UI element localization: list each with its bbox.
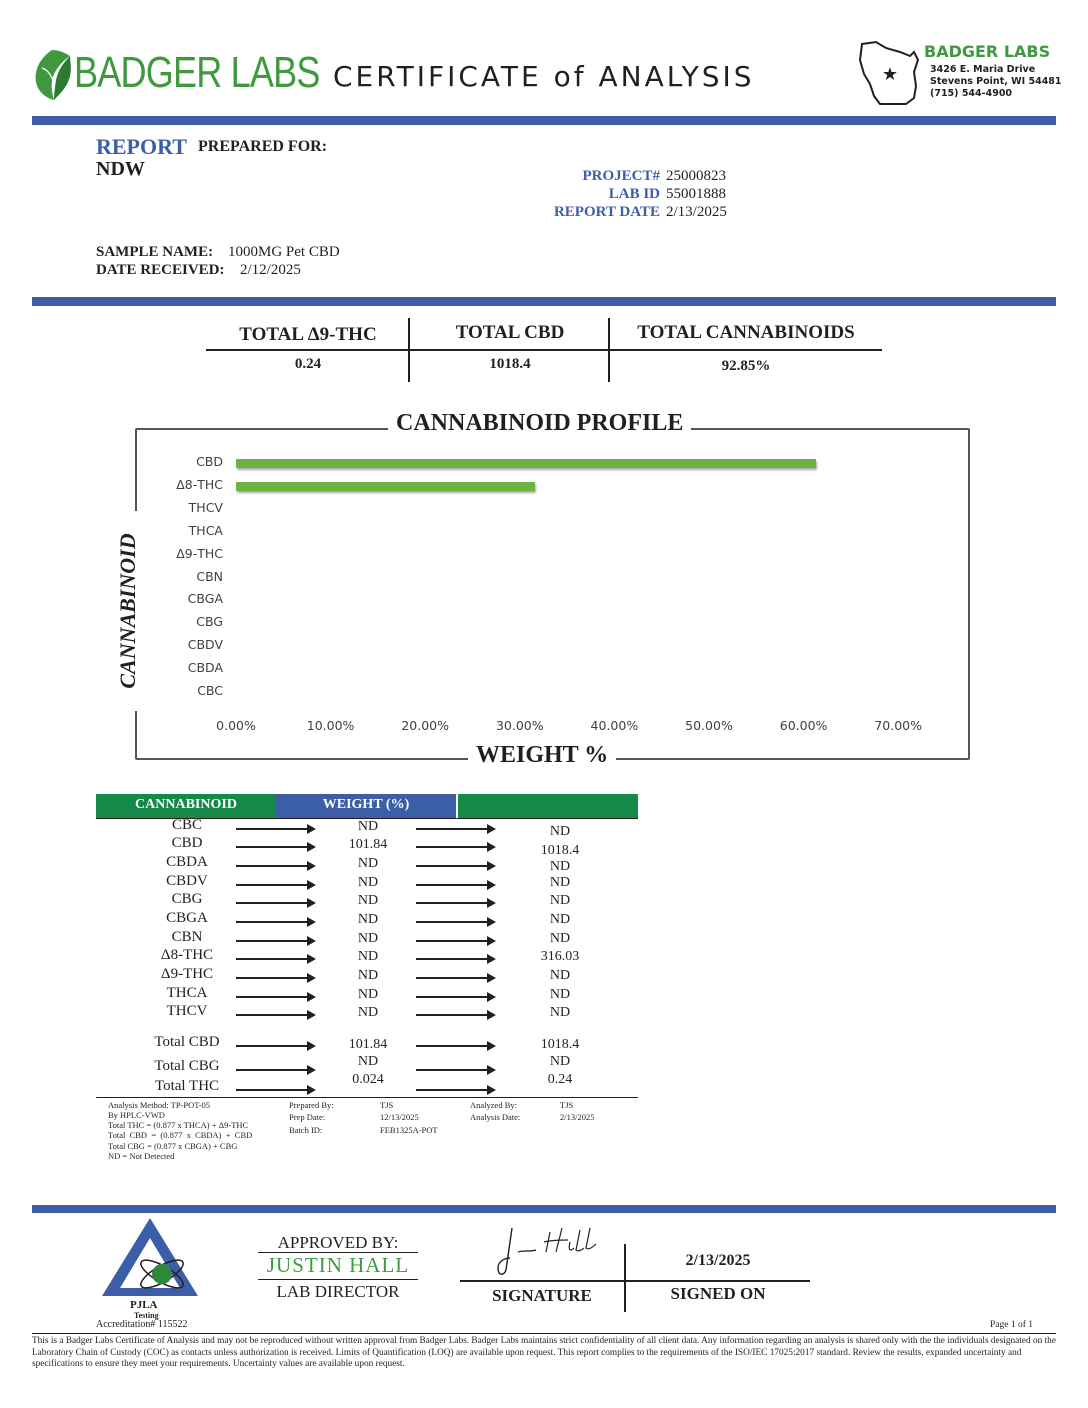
result-mg-value: ND (549, 987, 571, 1002)
project-number: 25000823 (666, 168, 726, 184)
result-arrow (416, 846, 494, 848)
chart-x-tick-label: 40.00% (590, 718, 639, 733)
chart-y-axis-title: CANNABINOID (115, 511, 141, 711)
result-cannabinoid-name: CBG (171, 891, 203, 907)
chart-x-tick-label: 10.00% (306, 718, 355, 733)
result-arrow (236, 921, 314, 923)
result-mg-value: ND (549, 875, 571, 890)
nd-note: ND = Not Detected (108, 1151, 175, 1161)
prepared-by-label: Prepared By: (289, 1100, 334, 1110)
section-divider (32, 297, 1056, 306)
col-header-cannabinoid: CANNABINOID (96, 794, 276, 818)
result-mg-value: ND (549, 1054, 571, 1069)
result-cannabinoid-name: CBD (171, 835, 203, 851)
result-mg-value: 316.03 (540, 949, 580, 964)
result-weight-value: ND (357, 912, 379, 927)
prepared-by: TJS (380, 1100, 394, 1110)
chart-x-axis-title: WEIGHT % (468, 742, 616, 769)
result-cannabinoid-name: CBDA (166, 854, 208, 870)
signed-date: 2/13/2025 (685, 1252, 751, 1269)
approved-by-label: APPROVED BY: (277, 1233, 399, 1252)
address-line-1: 3426 E. Maria Drive (930, 64, 1036, 75)
result-arrow (236, 884, 314, 886)
chart-frame (135, 428, 970, 760)
batch-id: FEB1325A-POT (380, 1125, 438, 1135)
lab-name: BADGER LABS (924, 42, 1051, 61)
result-arrow (416, 828, 494, 830)
result-mg-value: ND (549, 824, 571, 839)
analysis-date-label: Analysis Date: (470, 1112, 521, 1122)
chart-category-label: Δ9-THC (176, 545, 223, 561)
result-arrow (416, 1089, 494, 1091)
result-arrow (416, 1069, 494, 1071)
result-arrow (416, 977, 494, 979)
signature-rule (460, 1280, 810, 1282)
report-date: 2/13/2025 (666, 204, 727, 220)
result-cannabinoid-name: THCV (166, 1003, 208, 1019)
cbd-formula: Total CBD = (0.877 x CBDA) + CBD (108, 1130, 253, 1140)
approver-rule-2 (258, 1279, 418, 1280)
chart-category-label: CBDA (187, 660, 223, 676)
result-mg-value: ND (549, 1005, 571, 1020)
date-received: 2/12/2025 (240, 262, 301, 278)
result-mg-value: ND (549, 912, 571, 927)
badger-leaf-logo-icon (30, 48, 74, 102)
chart-category-label: CBGA (187, 591, 223, 607)
total-cbd-header: TOTAL CBD (455, 322, 565, 343)
result-arrow (236, 902, 314, 904)
result-cannabinoid-name: Total CBD (154, 1034, 220, 1050)
result-arrow (236, 828, 314, 830)
result-cannabinoid-name: THCA (166, 985, 208, 1001)
prepared-for-label: PREPARED FOR: (198, 138, 328, 155)
result-weight-value: ND (357, 893, 379, 908)
col-header-mg (458, 794, 638, 818)
result-arrow (416, 958, 494, 960)
chart-category-label: THCV (188, 499, 223, 515)
approver-title: LAB DIRECTOR (276, 1282, 400, 1301)
analysis-instrument: By HPLC-VWD (108, 1110, 165, 1120)
svg-text:★: ★ (881, 64, 899, 85)
result-weight-value: ND (357, 987, 379, 1002)
result-cannabinoid-name: Total CBG (154, 1058, 220, 1074)
result-arrow (416, 921, 494, 923)
result-arrow (236, 958, 314, 960)
chart-x-tick-label: 60.00% (779, 718, 828, 733)
pjla-accreditation-logo-icon (98, 1216, 202, 1300)
result-cannabinoid-name: CBN (171, 929, 203, 945)
total-d9thc-value: 0.24 (294, 356, 322, 372)
result-mg-value: ND (549, 893, 571, 908)
result-weight-value: ND (357, 856, 379, 871)
result-arrow (416, 940, 494, 942)
total-cbd-value: 1018.4 (489, 356, 531, 372)
cbg-formula: Total CBG = (0.877 x CBGA) + CBG (108, 1141, 238, 1151)
chart-category-label: CBN (196, 568, 223, 584)
brand-logo-text: BADGER LABS (74, 48, 320, 97)
chart-bar (236, 459, 816, 468)
analyzed-by: TJS (560, 1100, 574, 1110)
date-received-label: DATE RECEIVED: (96, 262, 225, 278)
result-cannabinoid-name: Total THC (154, 1078, 220, 1094)
lab-id: 55001888 (666, 186, 726, 202)
result-cannabinoid-name: CBGA (166, 910, 208, 926)
thc-formula: Total THC = (0.877 x THCA) + Δ9-THC (108, 1120, 249, 1130)
client-name: NDW (96, 158, 145, 180)
testing-label: Testing (134, 1311, 159, 1320)
result-cannabinoid-name: CBC (171, 817, 202, 833)
result-mg-value: 0.24 (547, 1072, 573, 1087)
analysis-date: 2/13/2025 (560, 1112, 595, 1122)
chart-x-tick-label: 50.00% (685, 718, 733, 733)
prep-date-label: Prep Date: (289, 1112, 326, 1122)
result-cannabinoid-name: CBDV (166, 873, 208, 889)
lab-id-label: LAB ID (608, 186, 660, 202)
result-arrow (236, 977, 314, 979)
totals-table (206, 318, 882, 382)
chart-x-tick-label: 20.00% (401, 718, 450, 733)
lab-phone: (715) 544-4900 (930, 88, 1013, 99)
document-title: CERTIFICATE of ANALYSIS (333, 60, 755, 93)
disclaimer-rule (32, 1333, 1056, 1334)
chart-bar (236, 482, 535, 491)
chart-title: CANNABINOID PROFILE (388, 410, 691, 437)
sample-name: 1000MG Pet CBD (228, 244, 340, 260)
result-weight-value: 0.024 (352, 1072, 384, 1087)
result-mg-value: ND (549, 968, 571, 983)
analyzed-by-label: Analyzed By: (470, 1100, 517, 1110)
result-cannabinoid-name: Δ9-THC (160, 966, 214, 982)
chart-category-label: Δ8-THC (176, 476, 223, 492)
project-label: PROJECT# (582, 168, 660, 184)
result-mg-value: ND (549, 859, 571, 874)
result-arrow (236, 846, 314, 848)
chart-x-tick-label: 0.00% (216, 718, 256, 733)
footer-divider (32, 1205, 1056, 1213)
chart-category-label: CBC (197, 683, 223, 698)
handwritten-signature (490, 1222, 610, 1280)
result-weight-value: ND (357, 1005, 379, 1020)
table-bottom-rule (96, 1097, 638, 1098)
address-line-2: Stevens Point, WI 54481 (930, 76, 1062, 87)
signed-on-label: SIGNED ON (670, 1284, 766, 1303)
result-mg-value: 1018.4 (540, 1037, 580, 1052)
pjla-label: PJLA (130, 1299, 158, 1311)
chart-x-tick-label: 70.00% (874, 718, 923, 733)
result-weight-value: 101.84 (348, 1037, 388, 1052)
total-cannabinoids-value: 92.85% (721, 358, 771, 374)
result-arrow (236, 1014, 314, 1016)
result-arrow (416, 1014, 494, 1016)
accreditation-number: Accreditation# 115522 (96, 1319, 188, 1330)
report-label: REPORT (96, 134, 187, 159)
sample-name-label: SAMPLE NAME: (96, 244, 214, 260)
result-arrow (236, 1069, 314, 1071)
report-date-label: REPORT DATE (553, 204, 660, 220)
header-divider (32, 116, 1056, 125)
disclaimer-text: This is a Badger Labs Certificate of Analysis and may not be reproduced without written approval from Badger Labs. Badger Labs maintains strict confidentiality of all client data. Any information regarding an analysis is shared only with the the individuals designated on the Laboratory Chain of Custody (COC) as contacts unless authorization is received. Limits of Quantification (LOQ) are available upon request. This report complies to the requirements of the ISO/IEC 17025:2017 standard. Review the results, expanded uncertainty and specifications to ensure they meet your requirements. Uncertainty values are available upon request. (32, 1336, 1056, 1369)
col-header-weight: WEIGHT (%) (276, 794, 456, 818)
page-number: Page 1 of 1 (990, 1320, 1034, 1330)
prep-date: 12/13/2025 (380, 1112, 419, 1122)
chart-category-label: CBG (196, 614, 223, 630)
result-arrow (236, 1089, 314, 1091)
chart-category-label: THCA (188, 522, 223, 538)
result-arrow (416, 865, 494, 867)
result-weight-value: ND (357, 931, 379, 946)
result-arrow (416, 996, 494, 998)
chart-category-label: CBD (196, 454, 223, 469)
result-mg-value: ND (549, 931, 571, 946)
result-mg-value: 1018.4 (540, 843, 580, 858)
result-arrow (236, 940, 314, 942)
result-weight-value: ND (357, 1054, 379, 1069)
result-arrow (236, 865, 314, 867)
total-cannabinoids-header: TOTAL CANNABINOIDS (637, 322, 855, 343)
result-weight-value: 101.84 (348, 837, 388, 852)
signature-label: SIGNATURE (492, 1286, 592, 1305)
batch-id-label: Batch ID: (289, 1125, 323, 1135)
result-arrow (416, 1045, 494, 1047)
total-d9thc-header: TOTAL Δ9-THC (239, 324, 377, 345)
approver-name: JUSTIN HALL (266, 1253, 410, 1277)
result-arrow (236, 1045, 314, 1047)
result-cannabinoid-name: Δ8-THC (160, 947, 214, 963)
result-arrow (236, 996, 314, 998)
result-weight-value: ND (357, 949, 379, 964)
chart-x-tick-label: 30.00% (495, 718, 544, 733)
chart-category-label: CBDV (187, 637, 223, 653)
result-weight-value: ND (357, 819, 379, 834)
result-arrow (416, 902, 494, 904)
result-weight-value: ND (357, 875, 379, 890)
wisconsin-map-icon (856, 38, 926, 108)
result-weight-value: ND (357, 968, 379, 983)
analysis-method: Analysis Method: TP-POT-05 (108, 1100, 211, 1110)
result-arrow (416, 884, 494, 886)
